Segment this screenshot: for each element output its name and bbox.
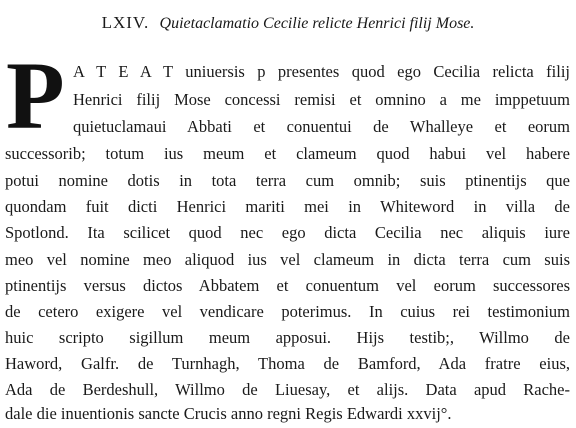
charter-line-10: de cetero exigere vel vendicare poterimus. In cuius rei testimonium xyxy=(5,302,570,321)
charter-line-4: successorib; totum ius meum et clameum quod habui vel habere xyxy=(5,144,570,163)
charter-line-13: Ada de Berdeshull, Willmo de Liuesay, et alijs. Data apud Rache- xyxy=(5,380,570,399)
charter-line-5: potui nomine dotis in tota terra cum omnib; suis ptinentijs que xyxy=(5,171,570,190)
charter-line-3: quietuclamaui Abbati et conuentui de Whalleye et eorum xyxy=(73,117,570,136)
charter-heading xyxy=(0,13,576,33)
charter-line-9: ptinentijs versus dictos Abbatem et conuentum vel eorum successores xyxy=(5,276,570,295)
drop-cap-letter: P xyxy=(6,42,65,149)
charter-line-7: Spotlond. Ita scilicet quod nec ego dicta Cecilia nec aliquis iure xyxy=(5,223,570,242)
charter-line-12: Haword, Galfr. de Turnhagh, Thoma de Bamford, Ada fratre eius, xyxy=(5,354,570,373)
charter-line-8: meo vel nomine meo aliquod ius vel clameum in dicta terra cum suis xyxy=(5,250,570,269)
charter-title: Quietaclamatio Cecilie relicte Henrici filij Mose. xyxy=(159,15,475,32)
charter-line-2: Henrici filij Mose concessi remisi et omnino a me imppetuum xyxy=(73,90,570,109)
charter-line-14: dale die inuentionis sancte Crucis anno regni Regis Edwardi xxvij°. xyxy=(5,404,452,423)
charter-line-1: A T E A T uniuersis p presentes quod ego Cecilia relicta filij xyxy=(73,62,570,81)
charter-line-11: huic scripto sigillum meum apposui. Hijs testib;, Willmo de xyxy=(5,328,570,347)
charter-number: LXIV. xyxy=(101,13,150,32)
charter-line-6: quondam fuit dicti Henrici mariti mei in Whiteword in villa de xyxy=(5,197,570,216)
